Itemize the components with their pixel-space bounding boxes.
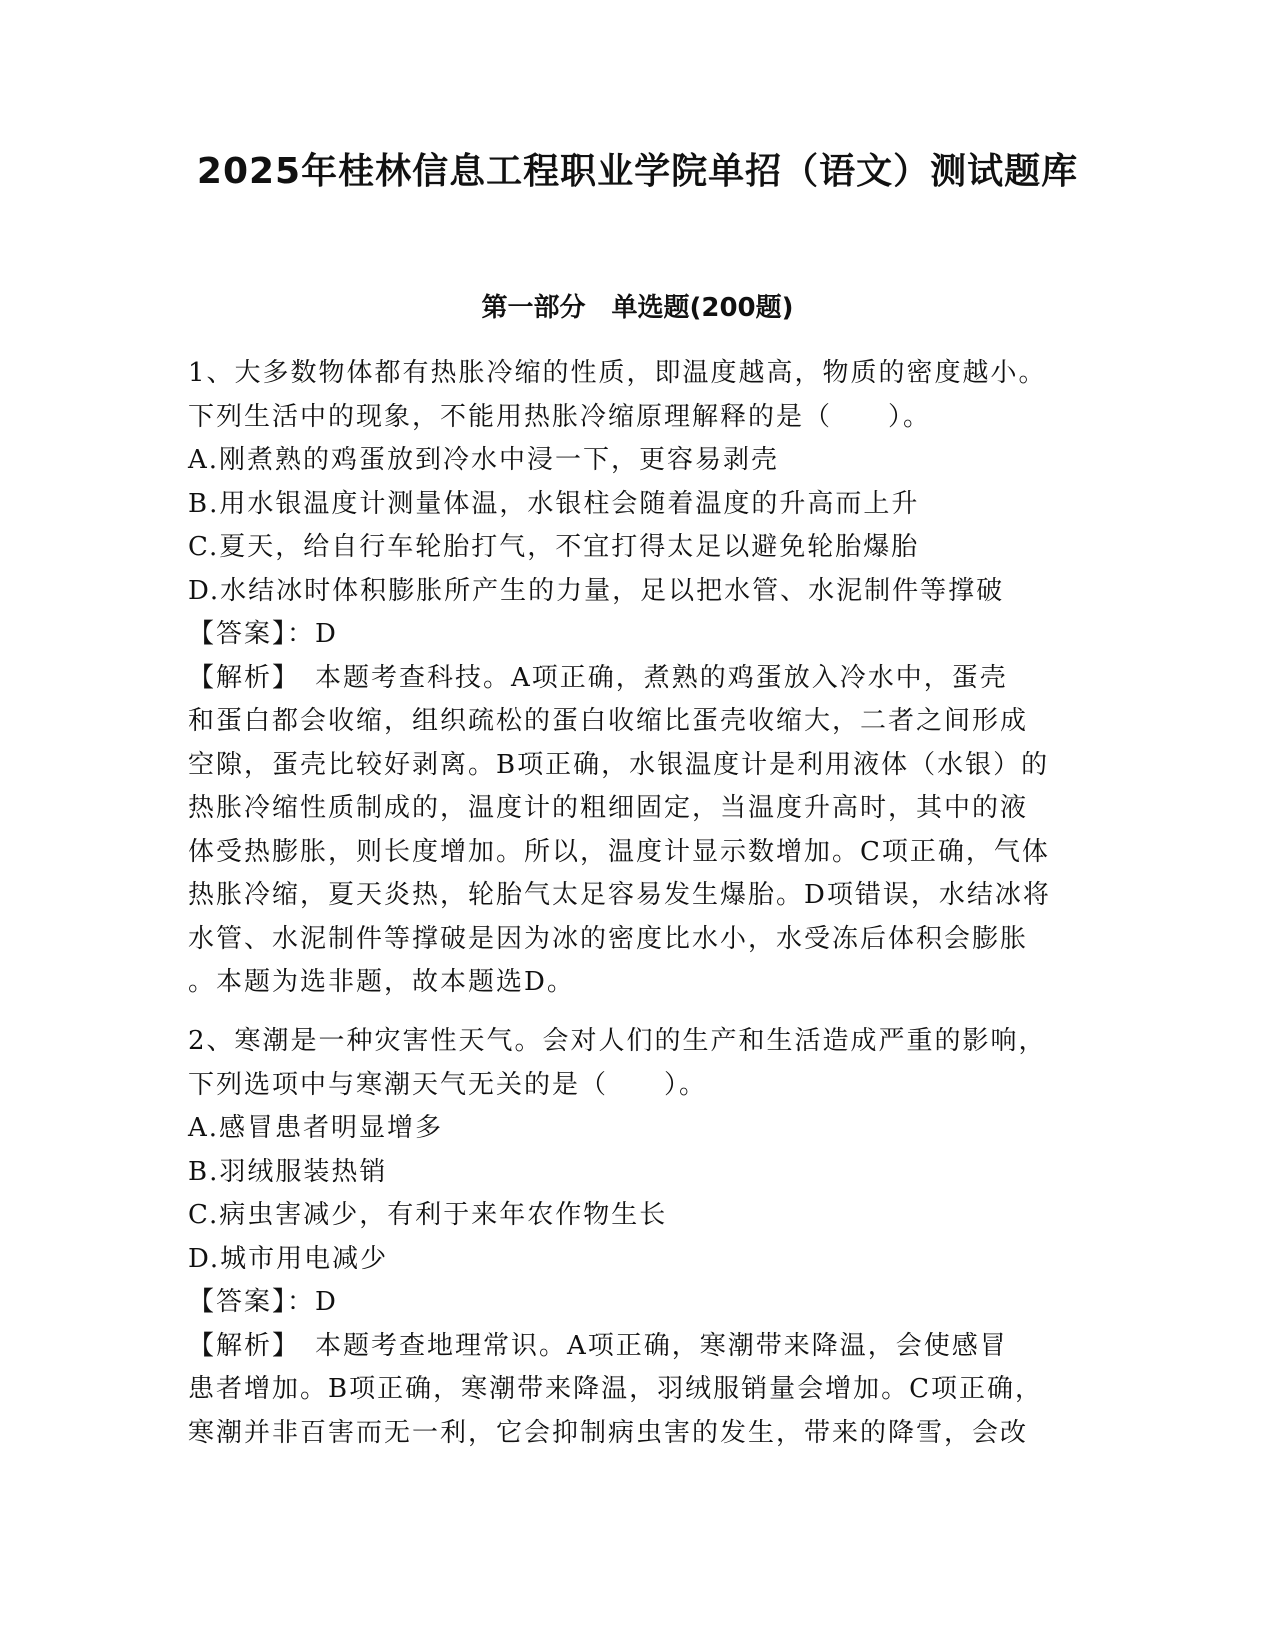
question-1-option-a: A.刚煮熟的鸡蛋放到冷水中浸一下，更容易剥壳: [188, 445, 780, 475]
question-2: [188, 1020, 1088, 1455]
question-1-stem-line-2: 下列生活中的现象，不能用热胀冷缩原理解释的是（ ）。: [188, 401, 932, 432]
question-1-analysis-line-3: 空隙，蛋壳比较好剥离。B项正确，水银温度计是利用液体（水银）的: [188, 749, 1050, 780]
question-1-analysis-line-7: 水管、水泥制件等撑破是因为冰的密度比水小，水受冻后体积会膨胀: [188, 923, 1029, 954]
question-2-answer: 【答案】：D: [188, 1287, 338, 1317]
question-2-option-a: A.感冒患者明显增多: [188, 1113, 444, 1143]
question-2-analysis-line-3: 寒潮并非百害而无一利，它会抑制病虫害的发生，带来的降雪，会改: [188, 1417, 1029, 1448]
question-2-stem-line-2: 下列选项中与寒潮天气无关的是（ ）。: [188, 1069, 708, 1100]
question-1: [188, 352, 1088, 1005]
question-2-option-b: B.羽绒服装热销: [188, 1156, 388, 1187]
question-2-option-d: D.城市用电减少: [188, 1243, 389, 1274]
question-1-analysis-line-2: 和蛋白都会收缩，组织疏松的蛋白收缩比蛋壳收缩大，二者之间形成: [188, 706, 1029, 736]
question-1-analysis-line-6: 热胀冷缩，夏天炎热，轮胎气太足容易发生爆胎。D项错误，水结冰将: [188, 880, 1051, 910]
question-2-stem-line-1: 2、寒潮是一种灾害性天气。会对人们的生产和生活造成严重的影响，: [188, 1026, 1047, 1056]
question-1-analysis-line-5: 体受热膨胀，则长度增加。所以，温度计显示数增加。C项正确，气体: [188, 836, 1050, 867]
question-1-option-b: B.用水银温度计测量体温，水银柱会随着温度的升高而上升: [188, 488, 920, 519]
question-1-stem-line-1: 1、大多数物体都有热胀冷缩的性质，即温度越高，物质的密度越小。: [188, 358, 1047, 388]
question-1-answer: 【答案】：D: [188, 619, 338, 649]
question-2-option-c: C.病虫害减少，有利于来年农作物生长: [188, 1200, 668, 1230]
question-1-analysis-line-8: 。本题为选非题，故本题选D。: [188, 967, 575, 997]
section-title: 第一部分 单选题(200题): [481, 293, 794, 323]
question-1-option-d: D.水结冰时体积膨胀所产生的力量，足以把水管、水泥制件等撑破: [188, 575, 1005, 606]
question-1-analysis-line-4: 热胀冷缩性质制成的，温度计的粗细固定，当温度升高时，其中的液: [188, 793, 1029, 823]
question-1-analysis-line-1: 【解析】 本题考查科技。A项正确，煮熟的鸡蛋放入冷水中，蛋壳: [188, 662, 1008, 693]
question-2-analysis-line-2: 患者增加。B项正确，寒潮带来降温，羽绒服销量会增加。C项正确，: [188, 1374, 1044, 1404]
question-2-analysis-line-1: 【解析】 本题考查地理常识。A项正确，寒潮带来降温，会使感冒: [188, 1330, 1008, 1361]
question-1-option-c: C.夏天，给自行车轮胎打气，不宜打得太足以避免轮胎爆胎: [188, 532, 920, 562]
document-title: 2025年桂林信息工程职业学院单招（语文）测试题库: [196, 151, 1079, 192]
